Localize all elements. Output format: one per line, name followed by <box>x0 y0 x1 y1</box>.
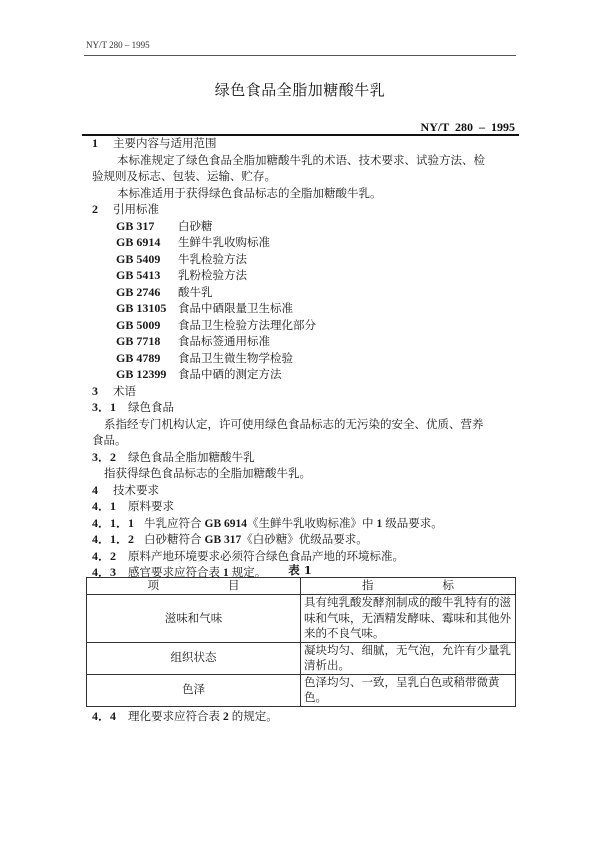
section-4-1-1: 4．1．1 牛乳应符合 GB 6914《生鲜牛乳收购标准》中 1 级品要求。 <box>92 516 443 530</box>
table-1-caption: 表 1 <box>288 563 312 577</box>
document-title: 绿色食品全脂加糖酸牛乳 <box>214 81 386 99</box>
section-3-2-text: 指获得绿色食品标志的全脂加糖酸牛乳。 <box>104 466 311 480</box>
table-cell-item: 组织状态 <box>87 642 301 674</box>
table-1 <box>86 577 516 707</box>
running-header: NY/T 280 – 1995 <box>86 40 150 50</box>
table-cell-item: 色泽 <box>87 674 301 706</box>
header-rule <box>84 55 516 56</box>
table-cell-spec: 凝块均匀、细腻，无气泡，允许有少量乳清析出。 <box>301 642 516 674</box>
standard-code: NY/T 280 – 1995 <box>420 120 515 134</box>
reference-item: GB 6914 生鲜牛乳收购标准 <box>116 235 270 249</box>
section-4-3: 4．3 感官要求应符合表 1 规定。 <box>92 565 267 579</box>
table-cell-spec: 具有纯乳酸发酵剂制成的酸牛乳特有的滋味和气味，无酒精发酵味、霉味和其他外来的不良气味。 <box>301 595 516 643</box>
table-row <box>87 642 516 674</box>
table-header-row <box>87 578 516 595</box>
reference-item: GB 5413 乳粉检验方法 <box>116 268 247 282</box>
section-3-1-text: 系指经专门机构认定，许可使用绿色食品标志的无污染的安全、优质、营养 <box>104 417 484 431</box>
section-1-heading: 1 主要内容与适用范围 <box>92 136 217 150</box>
reference-item: GB 13105 食品中硒限量卫生标准 <box>116 301 293 315</box>
reference-item: GB 5009 食品卫生检验方法理化部分 <box>116 318 316 332</box>
table-header-item: 项 目 <box>87 578 301 595</box>
reference-item: GB 7718 食品标签通用标准 <box>116 334 270 348</box>
section-1-para-1: 本标准规定了绿色食品全脂加糖酸牛乳的术语、技术要求、试验方法、检 <box>117 153 485 167</box>
table-row <box>87 674 516 706</box>
section-3-heading: 3 术语 <box>92 384 136 398</box>
section-3-1-heading: 3．1 绿色食品 <box>92 400 175 414</box>
reference-item: GB 2746 酸牛乳 <box>116 285 213 299</box>
section-4-4: 4．4 理化要求应符合表 2 的规定。 <box>92 709 278 723</box>
section-3-2-heading: 3．2 绿色食品全脂加糖酸牛乳 <box>92 450 255 464</box>
table-cell-item: 滋味和气味 <box>87 595 301 643</box>
section-2-heading: 2 引用标准 <box>92 202 159 216</box>
table-cell-spec: 色泽均匀、一致，呈乳白色或稍带微黄色。 <box>301 674 516 706</box>
section-3-1-text-cont: 食品。 <box>92 433 127 447</box>
reference-item: GB 4789 食品卫生微生物学检验 <box>116 351 293 365</box>
reference-item: GB 317 白砂糖 <box>116 219 213 233</box>
reference-item: GB 5409 牛乳检验方法 <box>116 252 247 266</box>
section-4-1-heading: 4．1 原料要求 <box>92 499 175 513</box>
table-header-spec: 指 标 <box>301 578 516 595</box>
section-4-2: 4．2 原料产地环境要求必须符合绿色食品产地的环境标准。 <box>92 549 405 563</box>
section-1-para-1-cont: 验规则及标志、包装、运输、贮存。 <box>92 169 276 183</box>
table-row <box>87 595 516 643</box>
section-4-heading: 4 技术要求 <box>92 483 159 497</box>
section-1-para-2: 本标准适用于获得绿色食品标志的全脂加糖酸牛乳。 <box>117 186 382 200</box>
section-4-1-2: 4．1．2 白砂糖符合 GB 317《白砂糖》优级品要求。 <box>92 532 368 546</box>
reference-item: GB 12399 食品中硒的测定方法 <box>116 367 282 381</box>
